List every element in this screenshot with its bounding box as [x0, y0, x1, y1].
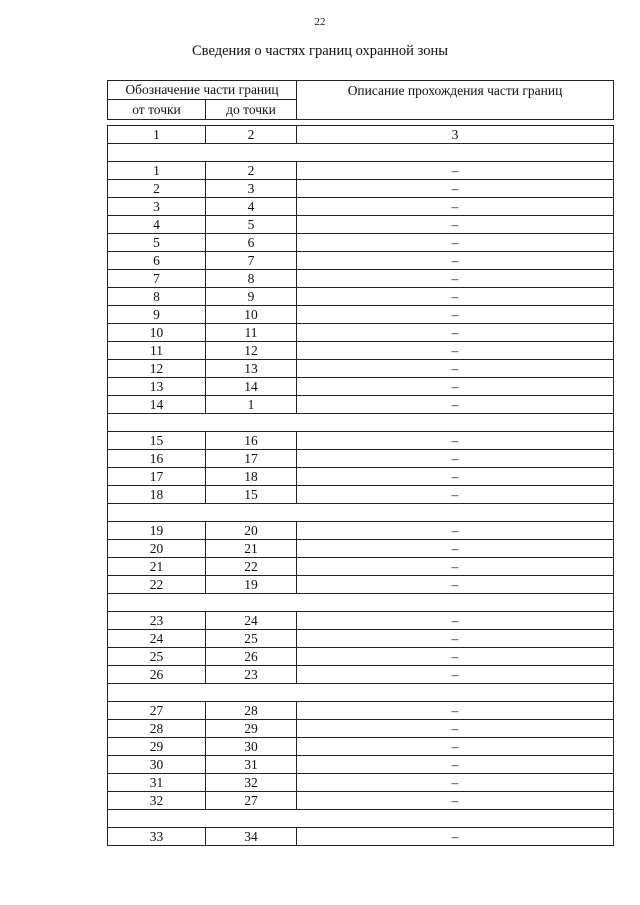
- from-point-cell: 9: [108, 306, 206, 324]
- description-cell: –: [297, 360, 614, 378]
- table-row: [108, 468, 614, 486]
- group-separator-row: [108, 810, 614, 828]
- description-cell: –: [297, 792, 614, 810]
- table-row: [108, 576, 614, 594]
- from-point-cell: 30: [108, 756, 206, 774]
- to-point-cell: 5: [206, 216, 297, 234]
- to-point-cell: 31: [206, 756, 297, 774]
- description-cell: –: [297, 324, 614, 342]
- table-row: [108, 306, 614, 324]
- to-point-cell: 19: [206, 576, 297, 594]
- table-row: [108, 288, 614, 306]
- group-separator-row: [108, 144, 614, 162]
- description-cell: –: [297, 342, 614, 360]
- table-row: [108, 558, 614, 576]
- description-cell: –: [297, 756, 614, 774]
- table-row: [108, 324, 614, 342]
- table-row: [108, 612, 614, 630]
- description-cell: –: [297, 486, 614, 504]
- group-separator-row: [108, 414, 614, 432]
- table-row: [108, 234, 614, 252]
- from-point-cell: 31: [108, 774, 206, 792]
- to-point-cell: 13: [206, 360, 297, 378]
- table-row: [108, 720, 614, 738]
- table-row: [108, 756, 614, 774]
- column-number-row: [108, 126, 614, 144]
- column-number: 1: [108, 126, 206, 144]
- to-point-cell: 34: [206, 828, 297, 846]
- description-cell: –: [297, 432, 614, 450]
- description-cell: –: [297, 450, 614, 468]
- to-point-cell: 4: [206, 198, 297, 216]
- document-title: Сведения о частях границ охранной зоны: [192, 43, 448, 59]
- from-point-cell: 18: [108, 486, 206, 504]
- table-row: [108, 342, 614, 360]
- to-point-cell: 30: [206, 738, 297, 756]
- group-separator-cell: [108, 414, 614, 432]
- from-point-cell: 10: [108, 324, 206, 342]
- description-cell: –: [297, 648, 614, 666]
- description-cell: –: [297, 270, 614, 288]
- table-row: [108, 360, 614, 378]
- description-cell: –: [297, 612, 614, 630]
- header-from-point: от точки: [108, 100, 206, 120]
- to-point-cell: 6: [206, 234, 297, 252]
- from-point-cell: 26: [108, 666, 206, 684]
- table-row: [108, 216, 614, 234]
- group-separator-cell: [108, 684, 614, 702]
- table-row: [108, 198, 614, 216]
- from-point-cell: 12: [108, 360, 206, 378]
- description-cell: –: [297, 234, 614, 252]
- to-point-cell: 12: [206, 342, 297, 360]
- from-point-cell: 8: [108, 288, 206, 306]
- from-point-cell: 6: [108, 252, 206, 270]
- from-point-cell: 5: [108, 234, 206, 252]
- column-number: 3: [297, 126, 614, 144]
- to-point-cell: 11: [206, 324, 297, 342]
- table-row: [108, 396, 614, 414]
- page-number: 22: [314, 16, 326, 28]
- to-point-cell: 8: [206, 270, 297, 288]
- description-cell: –: [297, 774, 614, 792]
- from-point-cell: 21: [108, 558, 206, 576]
- from-point-cell: 23: [108, 612, 206, 630]
- to-point-cell: 22: [206, 558, 297, 576]
- to-point-cell: 23: [206, 666, 297, 684]
- from-point-cell: 22: [108, 576, 206, 594]
- header-to-point: до точки: [206, 100, 297, 120]
- description-cell: –: [297, 306, 614, 324]
- from-point-cell: 2: [108, 180, 206, 198]
- group-separator-row: [108, 594, 614, 612]
- to-point-cell: 25: [206, 630, 297, 648]
- description-cell: –: [297, 162, 614, 180]
- from-point-cell: 20: [108, 540, 206, 558]
- description-cell: –: [297, 396, 614, 414]
- from-point-cell: 1: [108, 162, 206, 180]
- table-row: [108, 702, 614, 720]
- to-point-cell: 29: [206, 720, 297, 738]
- description-cell: –: [297, 720, 614, 738]
- description-cell: –: [297, 558, 614, 576]
- group-separator-row: [108, 684, 614, 702]
- from-point-cell: 33: [108, 828, 206, 846]
- description-cell: –: [297, 288, 614, 306]
- to-point-cell: 16: [206, 432, 297, 450]
- header-description: Описание прохождения части границ: [297, 81, 614, 120]
- table-row: [108, 432, 614, 450]
- group-separator-cell: [108, 504, 614, 522]
- description-cell: –: [297, 198, 614, 216]
- to-point-cell: 24: [206, 612, 297, 630]
- from-point-cell: 3: [108, 198, 206, 216]
- table-row: [108, 450, 614, 468]
- table-row: [108, 378, 614, 396]
- from-point-cell: 13: [108, 378, 206, 396]
- description-cell: –: [297, 576, 614, 594]
- group-separator-cell: [108, 810, 614, 828]
- header-boundary-designation: Обозначение части границ: [108, 81, 297, 100]
- table-row: [108, 666, 614, 684]
- from-point-cell: 29: [108, 738, 206, 756]
- to-point-cell: 26: [206, 648, 297, 666]
- from-point-cell: 14: [108, 396, 206, 414]
- description-cell: –: [297, 522, 614, 540]
- from-point-cell: 32: [108, 792, 206, 810]
- table-row: [108, 774, 614, 792]
- description-cell: –: [297, 828, 614, 846]
- table-row: [108, 630, 614, 648]
- from-point-cell: 11: [108, 342, 206, 360]
- table-row: [108, 252, 614, 270]
- table-row: [108, 648, 614, 666]
- description-cell: –: [297, 666, 614, 684]
- description-cell: –: [297, 180, 614, 198]
- group-separator-cell: [108, 594, 614, 612]
- description-cell: –: [297, 540, 614, 558]
- description-cell: –: [297, 630, 614, 648]
- group-separator-cell: [108, 144, 614, 162]
- description-cell: –: [297, 252, 614, 270]
- to-point-cell: 15: [206, 486, 297, 504]
- to-point-cell: 7: [206, 252, 297, 270]
- description-cell: –: [297, 702, 614, 720]
- table-row: [108, 180, 614, 198]
- from-point-cell: 15: [108, 432, 206, 450]
- table-row: [108, 270, 614, 288]
- table-row: [108, 486, 614, 504]
- table-row: [108, 162, 614, 180]
- to-point-cell: 9: [206, 288, 297, 306]
- from-point-cell: 4: [108, 216, 206, 234]
- from-point-cell: 27: [108, 702, 206, 720]
- table-row: [108, 738, 614, 756]
- description-cell: –: [297, 378, 614, 396]
- group-separator-row: [108, 504, 614, 522]
- description-cell: –: [297, 468, 614, 486]
- from-point-cell: 7: [108, 270, 206, 288]
- to-point-cell: 32: [206, 774, 297, 792]
- boundary-table: [107, 80, 614, 846]
- table-row: [108, 828, 614, 846]
- from-point-cell: 17: [108, 468, 206, 486]
- table-row: [108, 522, 614, 540]
- to-point-cell: 10: [206, 306, 297, 324]
- to-point-cell: 3: [206, 180, 297, 198]
- to-point-cell: 28: [206, 702, 297, 720]
- to-point-cell: 18: [206, 468, 297, 486]
- to-point-cell: 1: [206, 396, 297, 414]
- to-point-cell: 20: [206, 522, 297, 540]
- from-point-cell: 28: [108, 720, 206, 738]
- from-point-cell: 16: [108, 450, 206, 468]
- table-row: [108, 540, 614, 558]
- to-point-cell: 27: [206, 792, 297, 810]
- from-point-cell: 24: [108, 630, 206, 648]
- to-point-cell: 21: [206, 540, 297, 558]
- from-point-cell: 25: [108, 648, 206, 666]
- to-point-cell: 14: [206, 378, 297, 396]
- column-number: 2: [206, 126, 297, 144]
- to-point-cell: 17: [206, 450, 297, 468]
- to-point-cell: 2: [206, 162, 297, 180]
- from-point-cell: 19: [108, 522, 206, 540]
- description-cell: –: [297, 216, 614, 234]
- description-cell: –: [297, 738, 614, 756]
- table-row: [108, 792, 614, 810]
